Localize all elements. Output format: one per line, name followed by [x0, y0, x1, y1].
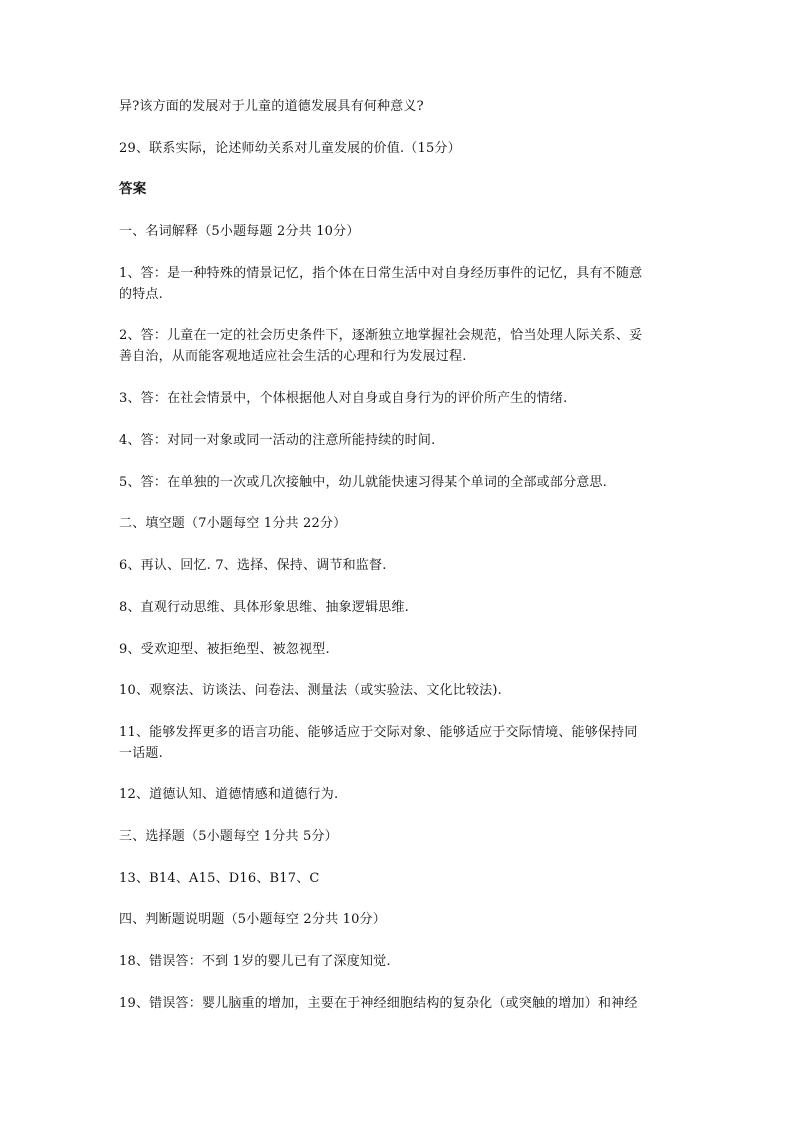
section-3-heading: 三、选择题（5小题每空 1分共 5分） [119, 829, 338, 844]
answer-9: 9、受欢迎型、被拒绝型、被忽视型. [119, 642, 330, 657]
answer-5: 5、答：在单独的一次或几次接触中，幼儿就能快速习得某个单词的全部或部分意思. [119, 475, 608, 490]
answer-4: 4、答：对同一对象或同一活动的注意所能持续的时间. [119, 433, 436, 448]
answer-18: 18、错误答：不到 1岁的婴儿已有了深度知觉. [119, 954, 391, 969]
answer-3: 3、答：在社会情景中，个体根据他人对自身或自身行为的评价所产生的情绪. [119, 391, 568, 406]
section-1-heading: 一、名词解释（5小题每题 2分共 10分） [119, 224, 360, 239]
question-29: 29、联系实际，论述师幼关系对儿童发展的价值.（15分） [119, 141, 461, 156]
answer-8: 8、直观行动思维、具体形象思维、抽象逻辑思维. [119, 600, 410, 615]
answer-2-line-2: 善自治，从而能客观地适应社会生活的心理和行为发展过程. [119, 349, 467, 364]
answer-1-line-2: 的特点. [119, 287, 163, 302]
answer-1-line-1: 1、答：是一种特殊的情景记忆，指个体在日常生活中对自身经历事件的记忆，具有不随意 [119, 266, 643, 281]
section-4-heading: 四、判断题说明题（5小题每空 2分共 10分） [119, 912, 386, 927]
answer-11-line-1: 11、能够发挥更多的语言功能、能够适应于交际对象、能够适应于交际情境、能够保持同 [119, 725, 638, 740]
answer-6-7: 6、再认、回忆. 7、选择、保持、调节和监督. [119, 558, 387, 573]
section-2-heading: 二、填空题（7小题每空 1分共 22分） [119, 516, 347, 531]
answer-10: 10、观察法、访谈法、问卷法、测量法（或实验法、文化比较法). [119, 683, 502, 698]
answer-19: 19、错误答：婴儿脑重的增加，主要在于神经细胞结构的复杂化（或突触的增加）和神经 [119, 996, 638, 1011]
answers-13-17: 13、B14、A15、D16、B17、C [119, 871, 320, 886]
question-28-continuation: 异?该方面的发展对于儿童的道德发展具有何种意义? [119, 99, 424, 114]
answer-12: 12、道德认知、道德情感和道德行为. [119, 787, 339, 802]
answers-heading: 答案 [119, 181, 147, 197]
answer-11-line-2: 一话题. [119, 746, 163, 761]
answer-2-line-1: 2、答：儿童在一定的社会历史条件下，逐渐独立地掌握社会规范，恰当处理人际关系、妥 [119, 328, 643, 343]
